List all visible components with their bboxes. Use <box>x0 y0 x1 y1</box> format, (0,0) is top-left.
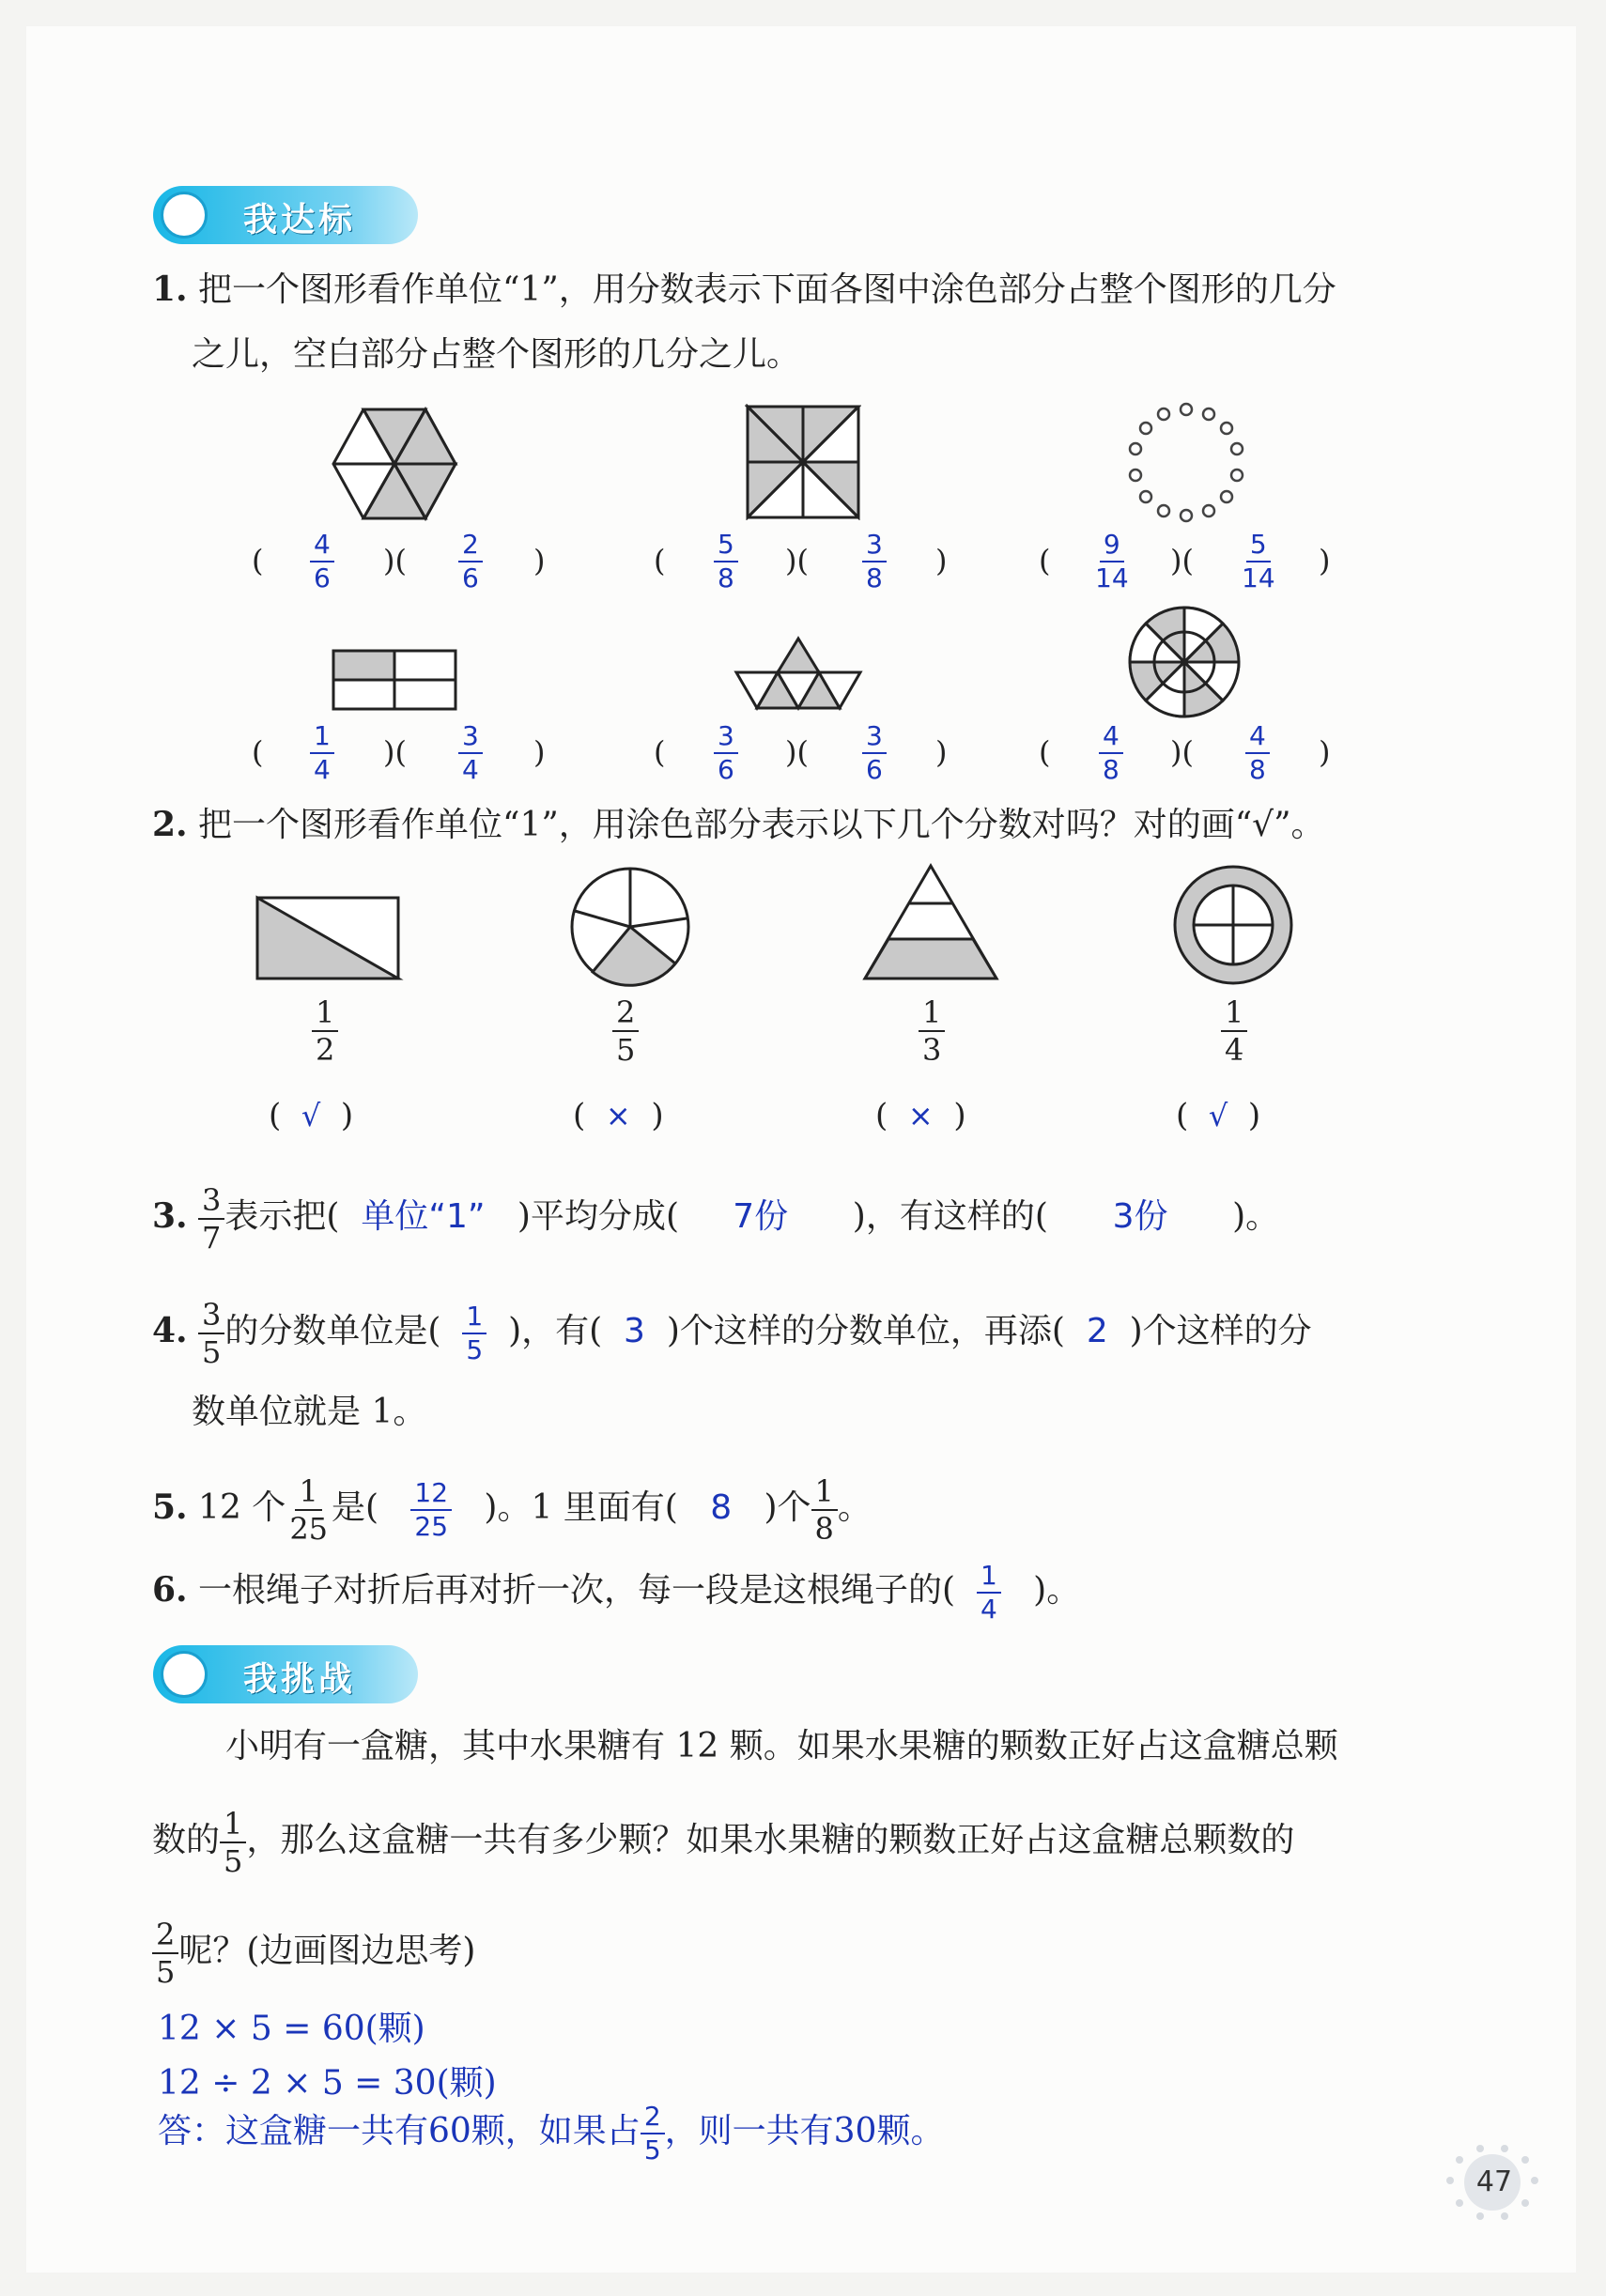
section-title: 我达标 <box>243 201 357 239</box>
question-1 <box>152 269 1336 311</box>
challenge-line-1: 小明有一盒糖，其中水果糖有 12 颗。如果水果糖的颗数正好占这盒糖总颗 <box>225 1727 1338 1765</box>
square-shaded-answer: $\frac{5}{8}$ <box>714 532 738 592</box>
question-4-line2: 数单位就是 1。 <box>192 1393 427 1431</box>
dot-ring-shaded-answer: $\frac{9}{14}$ <box>1095 529 1129 593</box>
triangle-layers-figure <box>860 860 1001 984</box>
answer-line-3: 答：这盒糖一共有60颗，如果占 $\frac{2}{5}$ ，则一共有30颗。 <box>158 2101 945 2165</box>
rectangle-shaded-answer: $\frac{1}{4}$ <box>310 723 334 783</box>
triangles-blank-answer: $\frac{3}{6}$ <box>862 723 887 783</box>
square-blank-answer: $\frac{3}{8}$ <box>862 532 887 592</box>
question-1-line2: 之儿，空白部分占整个图形的几分之儿。 <box>192 335 801 374</box>
answer-line-2: 12 ÷ 2 × 5 = 30(颗) <box>158 2064 497 2103</box>
challenge-line-2: 数的 $\frac{1}{5}$ ，那么这盒糖一共有多少颗？如果水果糖的颗数正好占这盒糖总颗数的 <box>152 1806 1295 1879</box>
q2-mark-4: ( √ ) <box>1176 1097 1261 1134</box>
hexagon-figure <box>319 400 470 528</box>
q2-mark-2: ( × ) <box>573 1097 664 1134</box>
q2-fraction-3: $\frac{1}{3}$ <box>919 997 945 1065</box>
smile-badge-icon <box>161 1651 208 1698</box>
dot-ring-blank-answer: $\frac{5}{14}$ <box>1242 529 1275 593</box>
q2-fraction-2: $\frac{2}{5}$ <box>612 997 639 1065</box>
challenge-line-3: $\frac{2}{5}$ 呢？(边画图边思考) <box>152 1919 475 1987</box>
circle-fifths-figure <box>567 864 693 990</box>
answer-line-1: 12 × 5 = 60(颗) <box>158 2010 425 2048</box>
q2-mark-1: ( √ ) <box>269 1097 354 1134</box>
hexagon-blank-answer: $\frac{2}{6}$ <box>458 532 483 592</box>
circle-eighths-figure <box>1125 603 1243 721</box>
hexagon-shaded-answer: $\frac{4}{6}$ <box>310 532 334 592</box>
circle-shaded-answer: $\frac{4}{8}$ <box>1099 723 1123 783</box>
question-text: 把一个图形看作单位“1”，用分数表示下面各图中涂色部分占整个图形的几分 <box>198 270 1336 309</box>
section-banner-challenge <box>153 1645 418 1703</box>
square-eighths-figure <box>745 404 861 520</box>
question-5: 5. 12 个 $\frac{1}{25}$ 是( $\frac{12}{25}$ )。1 里面有( 8 )个 $\frac{1}{8}$ 。 <box>152 1473 872 1547</box>
triangles-figure <box>733 631 864 714</box>
question-number: 1. <box>152 270 188 309</box>
smile-badge-icon <box>161 192 208 239</box>
rectangle-blank-answer: $\frac{3}{4}$ <box>458 723 483 783</box>
rectangle-quarters-figure <box>331 648 458 714</box>
q2-mark-3: ( × ) <box>875 1097 966 1134</box>
dot-ring-figure <box>1125 402 1247 524</box>
question-3: 3. $\frac{3}{7}$ 表示把( 单位“1” )平均分成( 7份 )，有这样的( 3份 )。 <box>152 1182 1280 1256</box>
section-banner-practice <box>153 186 418 244</box>
rectangle-half-figure <box>254 894 404 984</box>
q2-fraction-4: $\frac{1}{4}$ <box>1221 997 1247 1065</box>
question-2: 2. 把一个图形看作单位“1”，用涂色部分表示以下几个分数对吗？对的画“√”。 <box>152 805 1325 844</box>
question-4: 4. $\frac{3}{5}$ 的分数单位是( $\frac{1}{5}$ )，有( 3 )个这样的分数单位，再添( 2 )个这样的分 <box>152 1297 1312 1370</box>
page-number: 47 <box>1475 2165 1513 2198</box>
section-title: 我挑战 <box>243 1660 357 1699</box>
ring-quarters-figure <box>1170 862 1296 988</box>
q2-fraction-1: $\frac{1}{2}$ <box>312 997 338 1065</box>
triangles-shaded-answer: $\frac{3}{6}$ <box>714 723 738 783</box>
circle-blank-answer: $\frac{4}{8}$ <box>1245 723 1270 783</box>
question-6: 6. 一根绳子对折后再对折一次，每一段是这根绳子的( $\frac{1}{4}$ )。 <box>152 1560 1081 1625</box>
